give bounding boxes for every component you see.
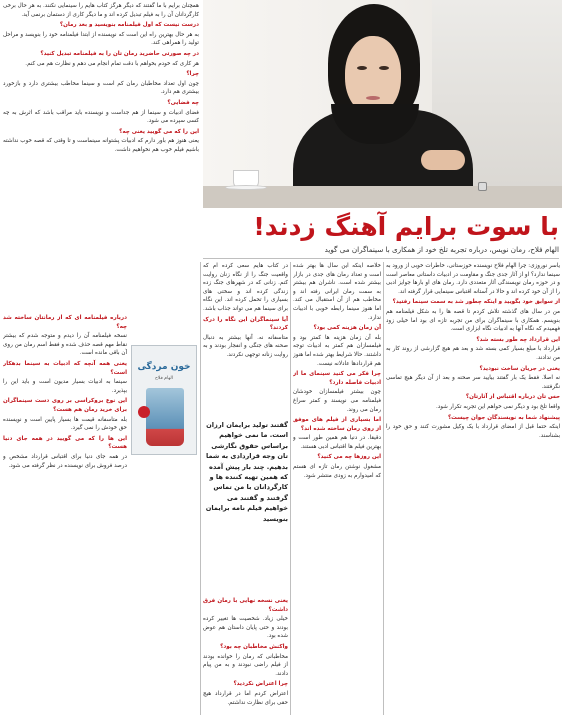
photo-lips — [366, 96, 380, 100]
paragraph: سینما به ادبیات بسیار مدیون است و باید این را بپذیرد. — [3, 379, 127, 394]
interview-photo — [203, 0, 562, 208]
question: این ها را که می گویید در همه جای دنیا هست؟ — [3, 435, 127, 451]
paragraph: چون اول تعداد مخاطبان رمان کم است و سینما مخاطب بیشتری دارد و بازخورد بیشتری هم دارد. — [3, 80, 199, 96]
paragraph: بله متاسفانه قیمت ها بسیار پایین است و نویسنده حق خودش را نمی گیرد. — [3, 416, 127, 432]
paragraph: همچنان برایم با ما گفتند که دیگر هرگز کتاب هایم را سینمایی نکنند. به هر حال برخی کارگردانان آن را به فیلم تبدیل کرده اند و ما دیگر کاری از دستمان برنمی آید. — [3, 3, 199, 18]
paragraph: اینکه حتما قبل از امضای قرارداد با یک وکیل مشورت کنند و حق خود را بشناسند. — [386, 424, 560, 439]
photo-eye — [379, 66, 389, 70]
question: آیا سینماگران این نگاه را درک کردند؟ — [203, 316, 288, 332]
question: چرا؟ — [186, 71, 199, 78]
column-right — [386, 262, 560, 713]
question: چرا اعتراض نکردید؟ — [233, 681, 288, 688]
question: واکنش مخاطبان چه بود؟ — [220, 643, 288, 650]
column-mid-a — [293, 262, 381, 713]
question: یعنی همه آنچه که ادبیات به سینما بدهکار است؟ — [3, 360, 127, 376]
paragraph: مشغول نوشتن رمان تازه ای هستم که امیدوارم به زودی منتشر شود. — [293, 464, 381, 479]
paragraph: اعتراض کردم اما در قرارداد هیچ حقی برای نظارت نداشتم. — [203, 690, 288, 706]
question: این قرارداد چه طور بسته شد؟ — [476, 336, 560, 343]
paragraph: خیلی زیاد. شخصیت ها تغییر کرده بودند و حتی پایان داستان هم عوض شده بود. — [203, 616, 288, 640]
paragraph: در همه جای دنیا برای اقتباس قرارداد مشخص و درصد فروش برای نویسنده در نظر گرفته می شود. — [3, 453, 127, 469]
question: این روزها چه می کنید؟ — [317, 454, 381, 461]
book-subtitle: الهام فلاح — [154, 376, 174, 381]
question: این را که می گویید یعنی چه؟ — [119, 128, 199, 135]
book-glass-image — [146, 388, 184, 446]
paragraph: متاسفانه نه. آنها بیشتر به دنبال صحنه های جنگی و انفجار بودند و به روایت زنانه توجهی نکردند. — [203, 334, 288, 358]
question: آن زمان هزینه کمی بود؟ — [313, 325, 381, 332]
paragraph: در کتاب هایم سعی کرده ام که واقعیت جنگ را از نگاه زنان روایت کنم. زنانی که در شهرهای جنگ زده زندگی کرده اند و سختی های بسیاری را تحمل کرده اند. این نگاه برای سینما هم می تواند جذاب باشد. — [203, 263, 288, 312]
question: چرا فکر می کنید سینمای ما از ادبیات فاصله دارد؟ — [293, 371, 381, 386]
question: از سوابق خود بگویید و اینکه چطور شد به سمت سینما رفتید؟ — [392, 299, 560, 306]
pull-quote: گفتند تولید برایمان ارزان است. ما نمی خواهیم براساس حقوق نگارشی تان وجه قراردادی به شما بدهیم. چند بار پیش آمده که همین تهیه کننده ها و کارگردانان با من تماس گرفتند و گفتند می خواهیم فیلم نامه برایمان بنویسید — [205, 421, 288, 523]
paragraph: واقعا تلخ بود و دیگر نمی خواهم این تجربه تکرار شود. — [435, 403, 560, 410]
photo-eye — [357, 66, 367, 70]
book-flower-image — [138, 406, 150, 418]
paragraph: هر کاری که خودم بخواهم با دقت تمام انجام می دهم و نظارت هم می کنم. — [25, 60, 199, 67]
paragraph: یعنی هنوز هم باور دارم که ادبیات پشتوانه سینماست و تا وقتی که قصه خوب نداشته باشیم فیلم خوب هم نخواهیم داشت. — [3, 138, 199, 153]
article-subtitle: الهام فلاح، رمان نویس، درباره تجربه تلخ خود از همکاری با سینماگران می گوید — [324, 245, 559, 254]
book-cover — [131, 345, 197, 455]
question: درباره فیلمنامه ای که از رمانتان ساخته شد چه؟ — [3, 315, 127, 330]
paragraph: بله آن زمان هزینه ها کمتر بود و فیلمسازان هم کمتر به ادبیات توجه داشتند. حالا شرایط بهتر شده اما هنوز هم قراردادها عادلانه نیست. — [293, 334, 381, 367]
column-far-left-lower — [3, 312, 127, 712]
column-divider — [200, 262, 201, 715]
question: درست نیست که اول فیلمنامه بنویسید و بعد رمان؟ — [59, 22, 199, 29]
paragraph: یاسر نوروزی: چرا الهام فلاح نویسنده خوزستانی، خاطرات خوبی از ورود به سینما ندارد؟ او از آثار جدی جنگ و مقاومت در ادبیات داستانی معاصر است و در حوزه رمان نویسندگی آثار متعددی دارد. رمان های او بارها جوایز ادبی را از آن خود کرده اند و حالا در آستانه اقتباس سینمایی قرار گرفته اند. — [386, 263, 560, 295]
photo-watch — [478, 182, 487, 191]
photo-hand — [421, 150, 465, 170]
photo-face — [345, 36, 401, 114]
paragraph: فضای ادبیات و سینما از هم جداست و نویسنده باید مراقب باشد که اثرش به چه کسی سپرده می شود. — [3, 109, 199, 125]
paragraph: خلاصه اینکه این سال ها بهتر شده است و تعداد رمان های جدی در بازار بیشتر شده است. ناشران هم بیشتر به سمت رمان ایرانی رفته اند و مخاطب هم از آن استقبال می کند. اما هنوز سینما رابطه خوبی با ادبیات ندارد. — [293, 263, 381, 321]
column-mid-b-lower — [203, 595, 288, 713]
headline-rule — [203, 258, 559, 259]
paragraph: من در سال های گذشته تلاش کردم تا قصه ها را به شکل فیلمنامه هم بنویسم. همکاری با سینماگران برای من تجربه تازه ای بود اما خیلی زود فهمیدم که نگاه آنها به ادبیات نگاه ابزاری است. — [386, 308, 560, 333]
paragraph: دقیقا. در دنیا هم همین طور است و بهترین فیلم ها اقتباس ادبی هستند. — [293, 435, 381, 450]
question: پیشنهاد شما به نویسندگان جوان چیست؟ — [447, 414, 560, 421]
column-mid-b — [203, 262, 288, 417]
paragraph: قرارداد با مبلغ بسیار کمی بسته شد و بعد هم هیچ گزارشی از روند کار به من ندادند. — [386, 346, 560, 361]
column-divider — [383, 262, 384, 715]
article-headline: با سوت برایم آهنگ زدند! — [253, 212, 559, 241]
question: حس تان درباره اقتباس از آثارتان؟ — [465, 394, 560, 401]
question: اما بسیاری از فیلم های موفق از روی رمان ساخته شده اند؟ — [293, 417, 381, 432]
question: چه فضایی؟ — [167, 99, 199, 106]
photo-saucer — [225, 185, 267, 190]
question: در چه صورتی حاضرید رمان تان را به فیلمنامه تبدیل کنید؟ — [40, 50, 199, 57]
paragraph: چون بیشتر فیلمسازان خودشان فیلمنامه می نویسند و کمتر سراغ رمان می روند. — [293, 389, 381, 413]
book-title: خون مردگی — [137, 362, 191, 372]
paragraph: به هر حال بهترین راه این است که نویسنده از ابتدا فیلمنامه خود را بنویسد و مراحل تولید را همراهی کند. — [3, 31, 199, 47]
paragraph: مخاطبانی که رمان را خوانده بودند از فیلم راضی نبودند و به من پیام دادند. — [203, 653, 288, 677]
question: یعنی در جریان ساخت نبودید؟ — [479, 365, 560, 372]
question: این نوع بروکراسی بر روی دست سینماگران برای خرید رمان هم هست؟ — [3, 398, 127, 413]
question: یعنی نسخه نهایی با رمان فرق داشت؟ — [203, 598, 288, 613]
paragraph: نسخه فیلمنامه آن را دیدم و متوجه شدم که بیشتر نقاط مهم قصه حذف شده و فقط اسم رمان من روی آن باقی مانده است. — [3, 333, 127, 357]
paragraph: نه اصلا. فقط یک بار گفتند بیایید سر صحنه و بعد از آن دیگر هیچ تماسی نگرفتند. — [386, 375, 560, 390]
column-divider — [290, 262, 291, 715]
